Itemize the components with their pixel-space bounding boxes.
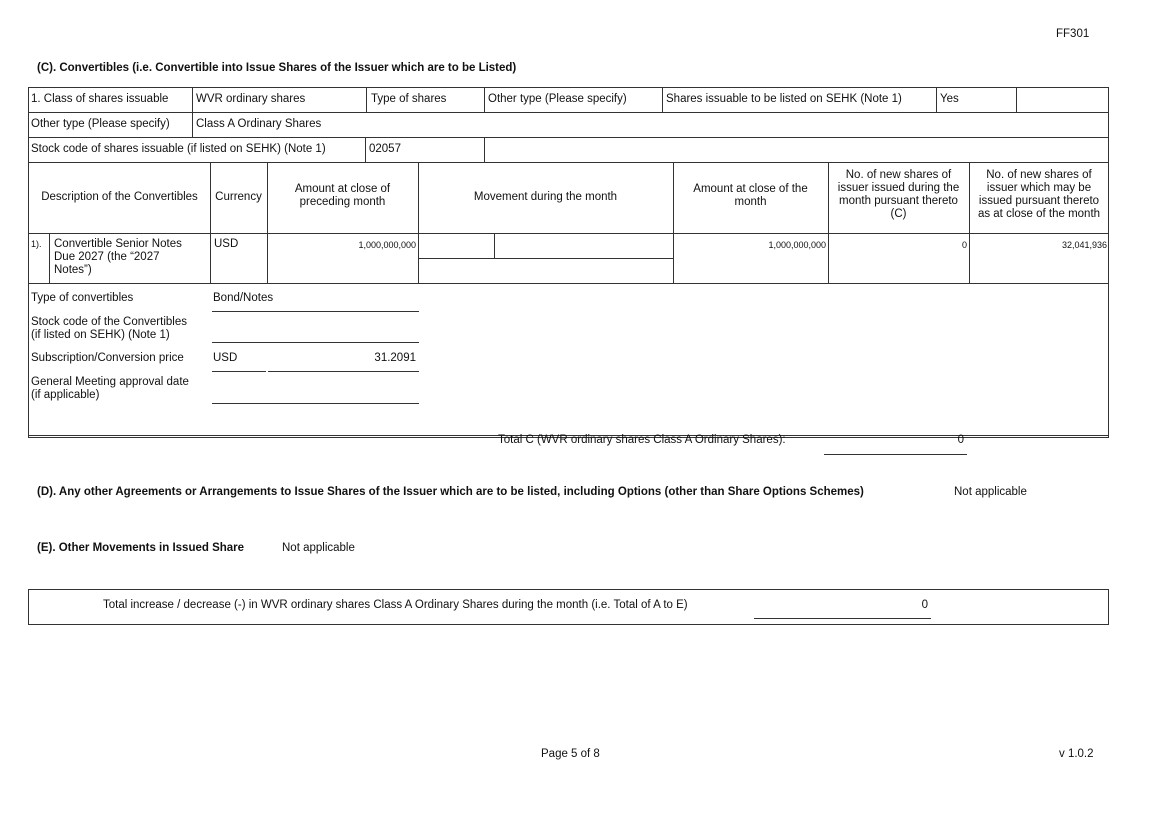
header-may-issue: No. of new shares of issuer which may be issued pursuant thereto as at close of the month: [977, 169, 1101, 220]
other-type-label: Other type (Please specify): [31, 118, 170, 130]
section-e-status: Not applicable: [282, 542, 355, 554]
header-currency: Currency: [215, 191, 262, 203]
header-movement: Movement during the month: [473, 191, 618, 203]
convertibles-stock-code-label: Stock code of the Convertibles (if listed on SEHK) (Note 1): [31, 316, 187, 341]
item-amount-prev: 1,000,000,000: [358, 240, 416, 250]
type-of-convertibles-label: Type of convertibles: [31, 292, 134, 304]
item-description: Convertible Senior Notes Due 2027 (the “2027 Notes”): [54, 238, 182, 276]
conversion-price-label: Subscription/Conversion price: [31, 352, 184, 364]
section-e-title: (E). Other Movements in Issued Share: [37, 542, 245, 554]
item-amount-close: 1,000,000,000: [768, 240, 826, 250]
row-divider: [28, 112, 1109, 113]
gm-approval-field: [212, 403, 419, 404]
listed-value: Yes: [940, 93, 959, 105]
type-of-convertibles-value: Bond/Notes: [213, 292, 274, 304]
section-d-title: (D). Any other Agreements or Arrangements to Issue Shares of the Issuer which are to be listed, including Options (other than Share Options Schemes): [37, 486, 864, 498]
type-label: Type of shares: [371, 93, 447, 105]
type-value: Other type (Please specify): [488, 93, 627, 105]
row-divider: [28, 283, 1109, 284]
grand-total-label: Total increase / decrease (-) in WVR ordinary shares Class A Ordinary Shares during the month (i.e. Total of A to E): [103, 599, 688, 611]
stock-code-value: 02057: [369, 143, 401, 155]
header-amount-close: Amount at close of the month: [693, 183, 808, 208]
conversion-price-value: 31.2091: [374, 352, 416, 364]
item-may-issue: 32,041,936: [1061, 240, 1107, 250]
stock-code-label: Stock code of shares issuable (if listed on SEHK) (Note 1): [31, 143, 326, 155]
item-new-issued: 0: [961, 240, 967, 250]
conversion-price-currency: USD: [213, 352, 238, 364]
version: v 1.0.2: [1059, 748, 1094, 760]
gm-approval-label: General Meeting approval date (if applicable): [31, 376, 189, 401]
other-type-value: Class A Ordinary Shares: [196, 118, 322, 130]
item-currency: USD: [214, 238, 239, 250]
header-amount-prev: Amount at close of preceding month: [294, 183, 391, 208]
grand-total-value: 0: [921, 599, 928, 611]
class-value: WVR ordinary shares: [196, 93, 306, 105]
header-description: Description of the Convertibles: [41, 191, 198, 203]
row-divider: [28, 162, 1109, 163]
convertibles-stock-code-field: [212, 342, 419, 343]
row-divider: [28, 233, 1109, 234]
class-label: 1. Class of shares issuable: [31, 93, 169, 105]
section-d-status: Not applicable: [954, 486, 1027, 498]
page-number: Page 5 of 8: [541, 748, 600, 760]
section-c-title: (C). Convertibles (i.e. Convertible into Issue Shares of the Issuer which are to be Listed): [37, 62, 517, 74]
item-index: 1).: [31, 239, 42, 249]
header-new-issued: No. of new shares of issuer issued during the month pursuant thereto (C): [837, 169, 960, 220]
listed-label: Shares issuable to be listed on SEHK (Note 1): [666, 93, 902, 105]
convertibles-table: [28, 87, 1109, 438]
form-code: FF301: [1056, 28, 1090, 40]
total-c-value: 0: [957, 434, 964, 446]
total-c-label: Total C (WVR ordinary shares Class A Ordinary Shares):: [498, 434, 786, 446]
row-divider: [28, 137, 1109, 138]
